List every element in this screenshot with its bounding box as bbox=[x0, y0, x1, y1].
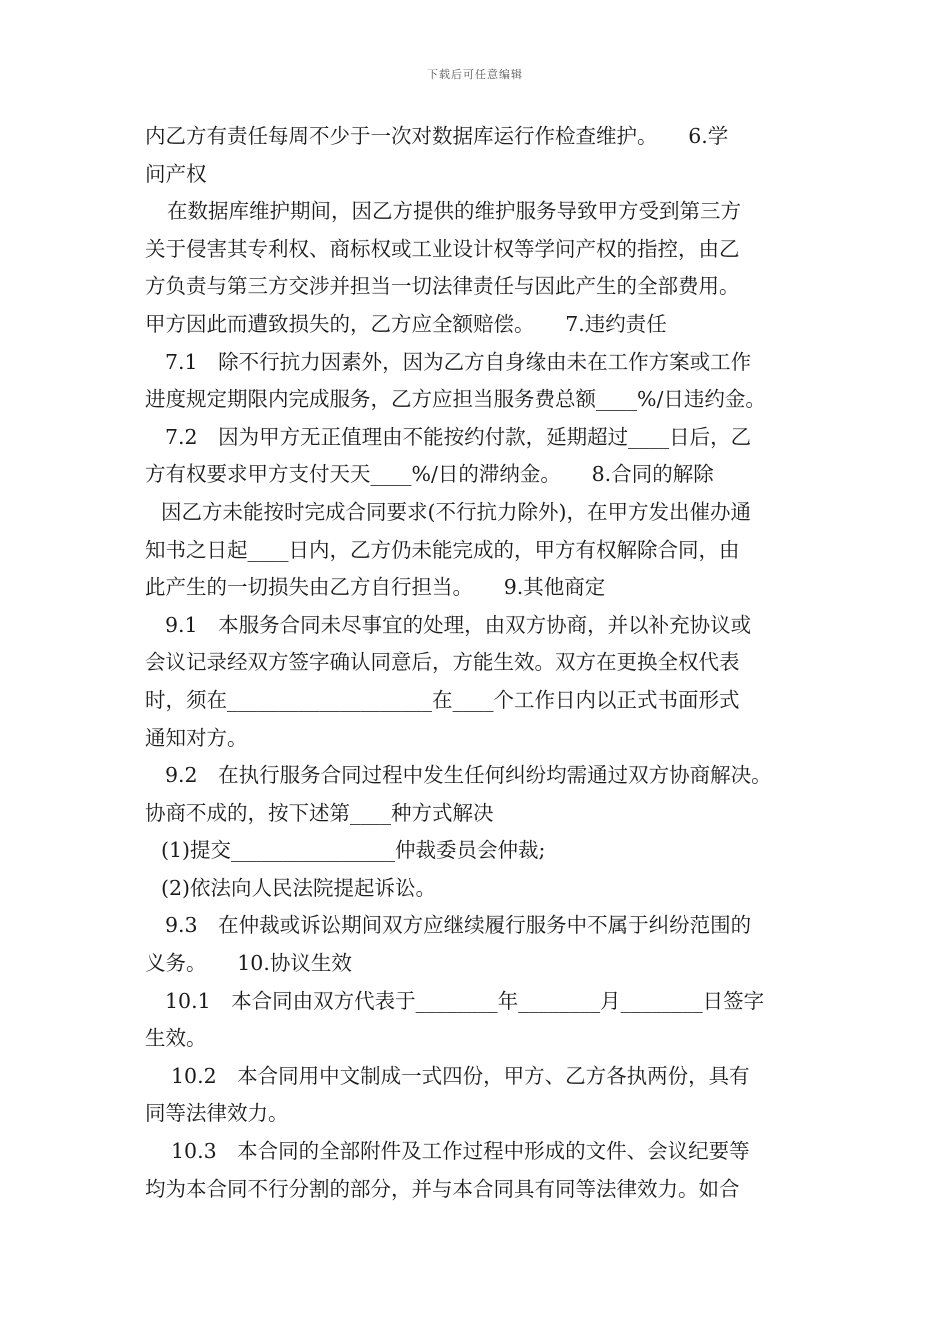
paragraph-line: 生效。 bbox=[145, 1026, 207, 1051]
paragraph-line: 会议记录经双方签字确认同意后，方能生效。双方在更换全权代表 bbox=[145, 650, 740, 675]
paragraph-line: 通知对方。 bbox=[145, 725, 248, 750]
paragraph-line: 进度规定期限内完成服务，乙方应担当服务费总额____%/日违约金。 bbox=[145, 387, 766, 412]
paragraph-line: 因乙方未能按时完成合同要求(不行抗力除外)，在甲方发出催办通 bbox=[161, 499, 751, 524]
paragraph-line: 7.2 因为甲方无正值理由不能按约付款，延期超过____日后，乙 bbox=[165, 424, 752, 449]
paragraph-line: 时，须在____________________在____个工作日内以正式书面形式 bbox=[145, 687, 740, 712]
paragraph-line: 问产权 bbox=[145, 161, 207, 186]
page-header: 下载后可任意编辑 bbox=[427, 68, 523, 81]
paragraph-line: 10.3 本合同的全部附件及工作过程中形成的文件、会议纪要等 bbox=[171, 1139, 750, 1164]
paragraph-line: 方有权要求甲方支付天天____%/日的滞纳金。 8.合同的解除 bbox=[145, 462, 714, 487]
paragraph-line: 知书之日起____日内，乙方仍未能完成的，甲方有权解除合同，由 bbox=[145, 537, 740, 562]
paragraph-line: 10.2 本合同用中文制成一式四份，甲方、乙方各执两份，具有 bbox=[171, 1063, 750, 1088]
paragraph-line: 9.2 在执行服务合同过程中发生任何纠纷均需通过双方协商解决。 bbox=[165, 763, 772, 788]
document-body bbox=[145, 118, 825, 1208]
paragraph-line: 在数据库维护期间，因乙方提供的维护服务导致甲方受到第三方 bbox=[167, 199, 741, 224]
paragraph-line: 9.3 在仲裁或诉讼期间双方应继续履行服务中不属于纠纷范围的 bbox=[165, 913, 752, 938]
paragraph-line: (2)依法向人民法院提起诉讼。 bbox=[161, 875, 437, 900]
paragraph-line: 7.1 除不行抗力因素外，因为乙方自身缘由未在工作方案或工作 bbox=[165, 349, 752, 374]
paragraph-line: 内乙方有责任每周不少于一次对数据库运行作检查维护。 6.学 bbox=[145, 124, 729, 148]
paragraph-line: 10.1 本合同由双方代表于________年________月________日签字 bbox=[165, 988, 765, 1013]
paragraph-line: 9.1 本服务合同未尽事宜的处理，由双方协商，并以补充协议或 bbox=[165, 612, 752, 637]
paragraph-line: 义务。 10.协议生效 bbox=[145, 951, 352, 976]
paragraph-line: (1)提交________________仲裁委员会仲裁; bbox=[161, 838, 546, 863]
paragraph-line: 甲方因此而遭致损失的，乙方应全额赔偿。 7.违约责任 bbox=[145, 311, 667, 336]
paragraph-line: 同等法律效力。 bbox=[145, 1101, 289, 1126]
paragraph-line: 方负责与第三方交涉并担当一切法律责任与因此产生的全部费用。 bbox=[145, 274, 740, 299]
paragraph-line: 协商不成的，按下述第____种方式解决 bbox=[145, 800, 494, 825]
paragraph-line: 关于侵害其专利权、商标权或工业设计权等学问产权的指控，由乙 bbox=[145, 236, 740, 261]
paragraph-line: 均为本合同不行分割的部分，并与本合同具有同等法律效力。如合 bbox=[145, 1176, 740, 1201]
paragraph-line: 此产生的一切损失由乙方自行担当。 9.其他商定 bbox=[145, 575, 606, 600]
